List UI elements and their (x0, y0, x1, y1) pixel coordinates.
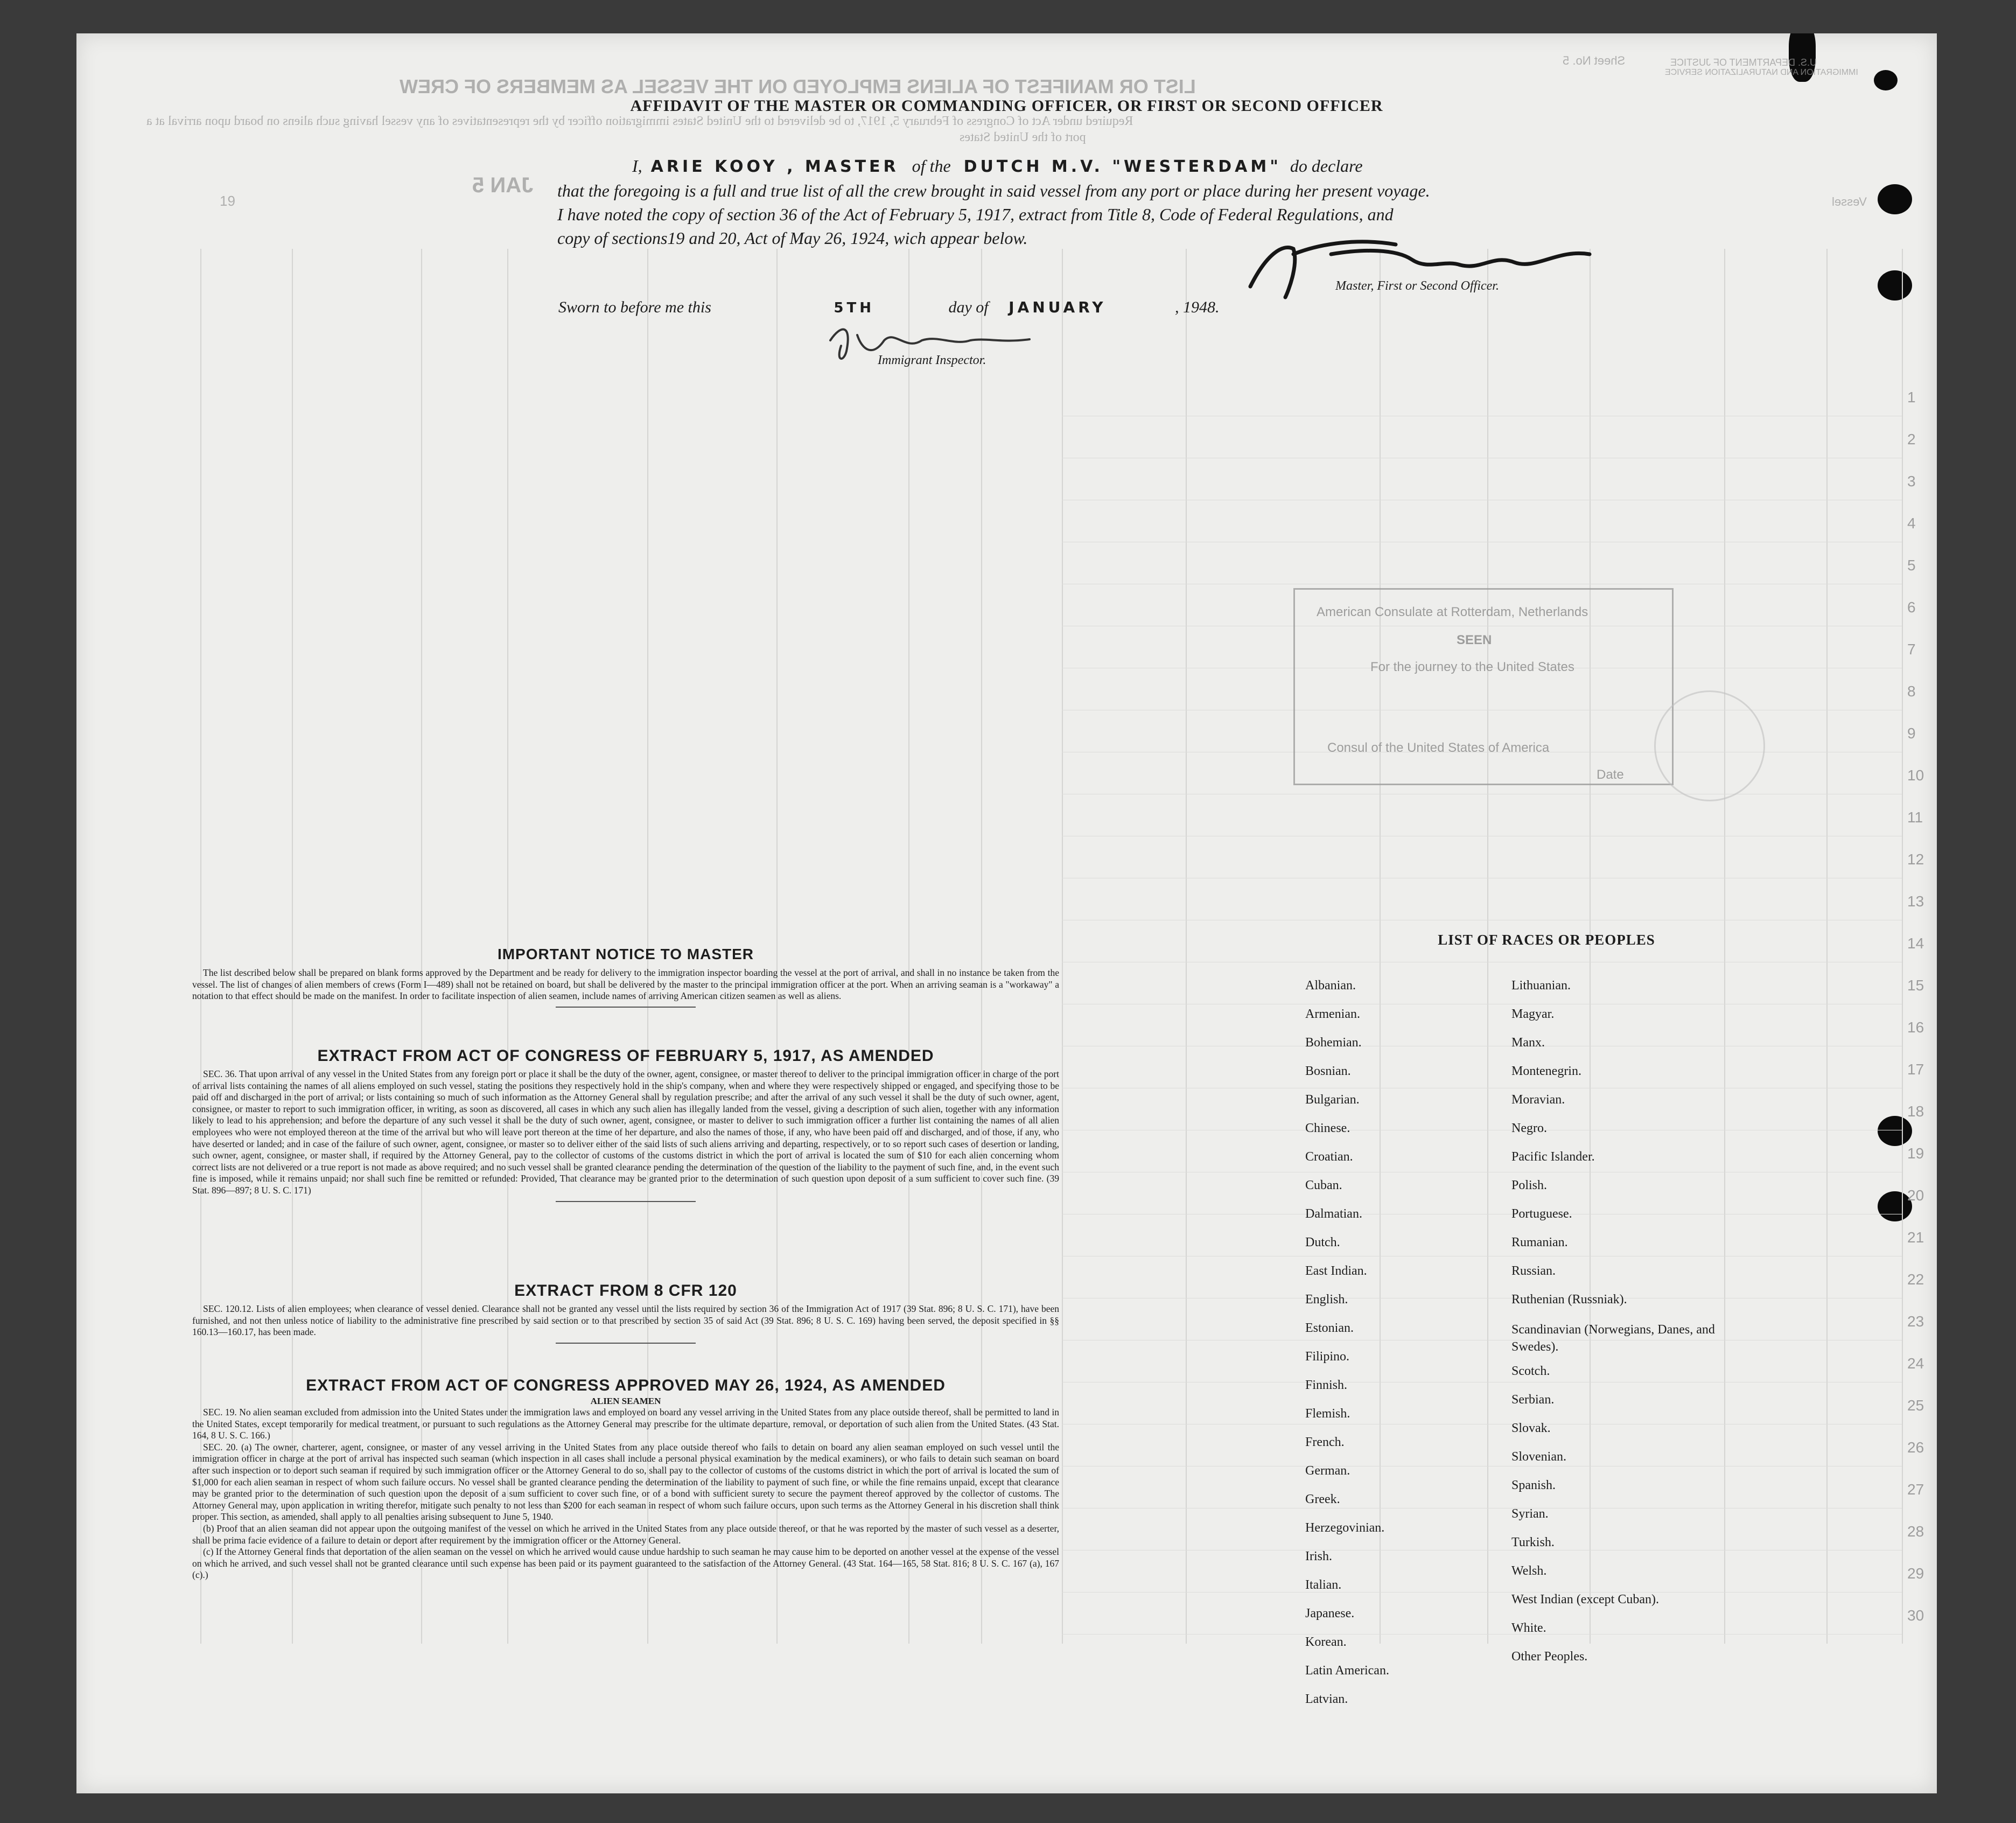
race-item: Chinese. (1305, 1121, 1350, 1135)
race-item: Albanian. (1305, 979, 1356, 993)
race-item: Bosnian. (1305, 1064, 1351, 1078)
extract-1924-subtitle: ALIEN SEAMEN (590, 1396, 661, 1406)
punch-hole (1878, 270, 1912, 301)
master-name: ARIE KOOY , MASTER (650, 157, 899, 176)
punch-hole (1878, 184, 1912, 214)
race-item: Serbian. (1511, 1393, 1555, 1407)
ghost-row-number: 21 (1907, 1229, 1924, 1246)
affidavit-declare: do declare (1290, 156, 1363, 176)
ghost-row-number: 10 (1907, 767, 1924, 784)
ghost-row-number: 12 (1907, 851, 1924, 868)
embossed-seal (1654, 690, 1765, 801)
race-item: Turkish. (1511, 1535, 1555, 1549)
race-item: Negro. (1511, 1121, 1547, 1135)
sworn-line (558, 298, 1220, 317)
race-item: Estonian. (1305, 1321, 1354, 1335)
race-item: Latin American. (1305, 1664, 1389, 1678)
ghost-department-2: IMMIGRATION AND NATURALIZATION SERVICE (1665, 68, 1858, 77)
race-item: Slovenian. (1511, 1450, 1566, 1464)
ghost-row-number: 24 (1907, 1355, 1924, 1372)
ghost-row-number: 18 (1907, 1103, 1924, 1120)
race-item: Cuban. (1305, 1178, 1342, 1192)
extract-1924-sec20a: SEC. 20. (a) The owner, charterer, agent, consignee, or master of any vessel arriving in the United States from any place outside thereof who fails to detain on board any alien seaman employed on such vessel until the immigration officer in charge at the port of arrival has inspected such seaman (which inspection in all cases shall include a personal physical examination by the medical examiners), or who fails to detain such seaman on board after such inspection or to deport such seaman if required by such immigration officer or the Attorney General to do so, shall pay to the collector of customs of the customs district in which the port of arrival is located the sum of $1,000 for each alien seaman in respect of whom such failure occurs. No vessel shall be granted clearance pending the determination of the liability to payment of such fine, or while the fine remains unpaid, except that clearance may be granted prior to the determination of such question upon the deposit of a sum sufficient to cover such fine, or of a bond with sufficient surety to secure the payment thereof approved by the collector of customs. The Attorney General may, upon application in writing therefor, mitigate such penalty to not less than $200 for each seaman in respect of whom such failure occurs, upon such terms as the Attorney General in his discretion shall think proper. This section, as amended, shall apply to all penalties arising subsequent to June 5, 1940. (192, 1441, 1059, 1522)
race-item: Moravian. (1511, 1093, 1565, 1107)
races-title: LIST OF RACES OR PEOPLES (1438, 932, 1655, 948)
ghost-row-number: 17 (1907, 1061, 1924, 1078)
race-item: Greek. (1305, 1492, 1340, 1506)
ghost-row-number: 4 (1907, 515, 1916, 532)
race-item: Manx. (1511, 1036, 1545, 1050)
race-item: Italian. (1305, 1578, 1342, 1592)
sworn-year: , 1948. (1175, 298, 1220, 316)
notice-title: IMPORTANT NOTICE TO MASTER (497, 946, 754, 962)
ghost-row-number: 20 (1907, 1187, 1924, 1204)
stamp-line-3: For the journey to the United States (1370, 660, 1574, 674)
races-column-1 (1305, 979, 1389, 1721)
race-item: White. (1511, 1621, 1546, 1635)
ghost-row-rule (1062, 1634, 1902, 1635)
race-item: Latvian. (1305, 1692, 1348, 1706)
sworn-day-of: day of (948, 298, 989, 316)
notice-body: The list described below shall be prepared on blank forms approved by the Department and be ready for delivery to the immigration inspector boarding the vessel at the port of arrival, and shall in no instance be taken from the vessel. The list of changes of alien members of crews (Form I—489) shall not be retained on board, but shall be delivered by the master to the principal immigration officer at the port. When an arriving seaman is a "workaway" a notation to that effect should be made on the manifest. In order to facilitate inspection of alien seamen, include names of arriving American citizen seamen as well as aliens. (192, 967, 1059, 1002)
race-item: German. (1305, 1464, 1350, 1478)
divider (556, 1007, 696, 1008)
ghost-row-number: 6 (1907, 599, 1916, 616)
ghost-subtitle-2: port of the United States (960, 130, 1086, 144)
stamp-line-2: SEEN (1457, 633, 1492, 647)
affidavit-of-the: of the (912, 156, 951, 176)
race-item: Portuguese. (1511, 1207, 1572, 1221)
vessel-name: DUTCH M.V. "WESTERDAM" (963, 157, 1282, 176)
ghost-row-number: 28 (1907, 1523, 1924, 1540)
consulate-stamp (1293, 588, 1674, 785)
ghost-row-number: 26 (1907, 1439, 1924, 1456)
ghost-row-number: 13 (1907, 893, 1924, 910)
extract-1924 (192, 1377, 1059, 1581)
ghost-row-number: 19 (1907, 1145, 1924, 1162)
race-item: Herzegovinian. (1305, 1521, 1385, 1535)
ghost-row-number: 5 (1907, 557, 1916, 574)
race-item: Ruthenian (Russniak). (1511, 1293, 1627, 1307)
race-item: French. (1305, 1435, 1345, 1449)
race-item: Dutch. (1305, 1235, 1340, 1249)
race-item: East Indian. (1305, 1264, 1367, 1278)
ghost-sheet-number: Sheet No. 5 (1563, 54, 1626, 67)
important-notice (192, 946, 1059, 1012)
ghost-row-number: 3 (1907, 473, 1916, 490)
race-item: Irish. (1305, 1549, 1332, 1563)
extract-1924-title: EXTRACT FROM ACT OF CONGRESS APPROVED MAY 26, 1924, AS AMENDED (306, 1377, 946, 1394)
race-item: Dalmatian. (1305, 1207, 1362, 1221)
ghost-row-number: 25 (1907, 1397, 1924, 1414)
race-item: Rumanian. (1511, 1235, 1568, 1249)
race-item: Syrian. (1511, 1507, 1549, 1521)
ghost-row-number: 30 (1907, 1607, 1924, 1624)
stamp-line-4: Consul of the United States of America (1327, 741, 1550, 755)
ghost-row-number: 1 (1907, 389, 1916, 406)
extract-cfr-title: EXTRACT FROM 8 CFR 120 (514, 1282, 737, 1300)
race-item: West Indian (except Cuban). (1511, 1592, 1659, 1607)
race-item: Bulgarian. (1305, 1093, 1360, 1107)
extract-1917-body: SEC. 36. That upon arrival of any vessel in the United States from any foreign port or place it shall be the duty of the owner, agent, consignee, or master thereof to deliver to the principal immigration officer in charge of the port of arrival lists containing the names of all aliens employed on such vessel, stating the positions they respectively hold in the ship's company, when and where they were respectively shipped or engaged, and specifying those to be paid off and discharged in the port of arrival; or lists containing so much of such information as the Attorney General shall by regulation prescribe; and after the arrival of any such vessel it shall be the duty of such owner, agent, consignee, or master to report to such immigration officer, in writing, as soon as discovered, all cases in which any such alien has illegally landed from the vessel, giving a description of such alien, together with any information likely to lead to his apprehension; and before the departure of any such vessel it shall be the duty of such owner, agent, consignee, or master to deliver to such immigration officer a further list containing the names of all alien employees who were not employed thereon at the time of the arrival but who will leave port thereon at the time of her departure, and also the names of those, if any, who have been paid off and discharged, and of those, if any, who have deserted or landed; and in case of the failure of such owner, agent, consignee, or master so to deliver either of the said lists of such aliens arriving and departing, respectively, or to so report such cases of desertion or landing, such owner, agent, consignee, or master shall, if required by the Attorney General, pay to the collector of customs of the customs district in which the port of arrival is located the sum of $10 for each alien concerning whom correct lists are not delivered or a true report is not made as above required; and no such vessel shall be granted clearance pending the determination of the question of the liability to the payment of such fine, and, in the event such fine is imposed, while it remains unpaid; nor shall such fine be remitted or refunded: Provided, That clearance may be granted prior to the determination of such question upon deposit of a sum sufficient to cover such fine. (39 Stat. 896—897; 8 U. S. C. 171) (192, 1068, 1059, 1196)
extract-1924-sec20c: (c) If the Attorney General finds that deportation of the alien seaman on the vessel on which he arrived would cause undue hardship to such seaman he may cause him to be deported on another vessel at the expense of the vessel on which he arrived, and such vessel shall not be granted clearance until such expense has been paid or its payment guaranteed to the satisfaction of the Attorney General. (43 Stat. 164—165, 58 Stat. 816; 8 U. S. C. 167 (a), 167 (c).) (192, 1546, 1059, 1581)
ghost-row-number: 16 (1907, 1019, 1924, 1036)
punch-hole (1878, 1116, 1912, 1146)
ghost-number: 19 (220, 193, 235, 209)
race-item: Japanese. (1305, 1607, 1355, 1621)
extract-1924-sec20b: (b) Proof that an alien seaman did not appear upon the outgoing manifest of the vessel on which he arrived in the United States from any place outside thereof, or that he was reported by the master of such vessel as a deserter, shall be prima facie evidence of a failure to detain or deport after requirement by the immigration officer or the Attorney General. (192, 1522, 1059, 1546)
ghost-column-rule (1902, 249, 1903, 1644)
ghost-row-number: 7 (1907, 641, 1916, 658)
race-item: Finnish. (1305, 1378, 1348, 1392)
race-item: Croatian. (1305, 1150, 1353, 1164)
ghost-vessel-label: Vessel (1832, 195, 1867, 208)
race-item: Russian. (1511, 1264, 1556, 1278)
ghost-row-number: 2 (1907, 431, 1916, 448)
race-item: Other Peoples. (1511, 1650, 1588, 1664)
races-column-2 (1511, 979, 1727, 1678)
ghost-row-number: 29 (1907, 1565, 1924, 1582)
affidavit-title: AFFIDAVIT OF THE MASTER OR COMMANDING OFFICER, OR FIRST OR SECOND OFFICER (630, 97, 1383, 115)
race-item: Welsh. (1511, 1564, 1547, 1578)
race-item: Flemish. (1305, 1407, 1350, 1421)
inspector-caption: Immigrant Inspector. (878, 353, 986, 367)
ghost-department: U.S. DEPARTMENT OF JUSTICE (1670, 57, 1817, 68)
ghost-row-number: 11 (1907, 809, 1923, 826)
sworn-month: JANUARY (1009, 298, 1107, 316)
race-item: Polish. (1511, 1178, 1548, 1192)
affidavit-prefix: I, (632, 156, 642, 176)
race-item: Scandinavian (Norwegians, Danes, and Swedes). (1511, 1323, 1715, 1354)
punch-hole (1874, 70, 1898, 90)
race-item: Spanish. (1511, 1478, 1556, 1492)
divider (556, 1201, 696, 1202)
race-item: Slovak. (1511, 1421, 1551, 1435)
stamp-line-5: Date (1597, 767, 1624, 782)
extract-1917-title: EXTRACT FROM ACT OF CONGRESS OF FEBRUARY 5, 1917, AS AMENDED (317, 1047, 934, 1065)
manifest-sheet (76, 33, 1937, 1793)
race-item: Lithuanian. (1511, 979, 1571, 993)
divider (556, 1343, 696, 1344)
ghost-row-number: 22 (1907, 1271, 1924, 1288)
extract-1917 (192, 1047, 1059, 1206)
affidavit-line-2: that the foregoing is a full and true list of all the crew brought in said vessel from any port or place during her present voyage. (557, 181, 1430, 200)
ghost-subtitle: Required under Act of Congress of February 5, 1917, to be delivered to the United States immigration officer by the representatives of any vessel having such aliens on board upon arrival at a (146, 114, 1133, 128)
race-item: Magyar. (1511, 1007, 1555, 1021)
race-item: Armenian. (1305, 1007, 1360, 1021)
ghost-row-number: 9 (1907, 725, 1916, 742)
ghost-title: LIST OR MANIFEST OF ALIENS EMPLOYED ON THE VESSEL AS MEMBERS OF CREW (400, 75, 1196, 97)
ghost-row-number: 27 (1907, 1481, 1924, 1498)
master-caption: Master, First or Second Officer. (1335, 279, 1499, 293)
race-item: Bohemian. (1305, 1036, 1362, 1050)
ghost-row-number: 8 (1907, 683, 1916, 700)
ghost-row-number: 23 (1907, 1313, 1924, 1330)
extract-cfr-body: SEC. 120.12. Lists of alien employees; when clearance of vessel denied. Clearance shall not be granted any vessel until the lists required by section 36 of the Immigration Act of 1917 (39 Stat. 896; 8 U. S. C. 171), have been furnished, and not then unless notice of liability to the administrative fine prescribed by said section or to that prescribed by section 35 of said Act (39 Stat. 896; 8 U. S. C. 169) having been served, the deposit specified in §§ 160.13—160.17, has been made. (192, 1303, 1059, 1338)
affidavit-line-4: copy of sections19 and 20, Act of May 26, 1924, wich appear below. (557, 228, 1028, 248)
ghost-row-number: 15 (1907, 977, 1924, 994)
sworn-day: 5TH (834, 300, 874, 316)
ghost-row-number: 14 (1907, 935, 1924, 952)
affidavit-line-3: I have noted the copy of section 36 of the Act of February 5, 1917, extract from Title 8, Code of Federal Regulations, and (557, 205, 1394, 224)
race-item: Montenegrin. (1511, 1064, 1581, 1078)
race-item: Korean. (1305, 1635, 1347, 1649)
extract-cfr (192, 1282, 1059, 1348)
affidavit-line-1 (632, 156, 1363, 176)
race-item: Filipino. (1305, 1350, 1350, 1364)
stamp-line-1: American Consulate at Rotterdam, Netherlands (1317, 605, 1588, 619)
sworn-text: Sworn to before me this (558, 298, 711, 316)
ghost-date-stamp: JAN 5 (472, 173, 534, 197)
race-item: English. (1305, 1293, 1348, 1307)
extract-1924-sec19: SEC. 19. No alien seaman excluded from admission into the United States under the immigration laws and employed on board any vessel arriving in the United States from any place outside thereof, shall be permitted to land in the United States, except temporarily for medical treatment, or pursuant to such regulations as the Attorney General may prescribe for the ultimate departure, removal, or deportation of such alien from the United States. (43 Stat. 164, 8 U. S. C. 166.) (192, 1407, 1059, 1441)
race-item: Pacific Islander. (1511, 1150, 1595, 1164)
race-item: Scotch. (1511, 1364, 1550, 1378)
